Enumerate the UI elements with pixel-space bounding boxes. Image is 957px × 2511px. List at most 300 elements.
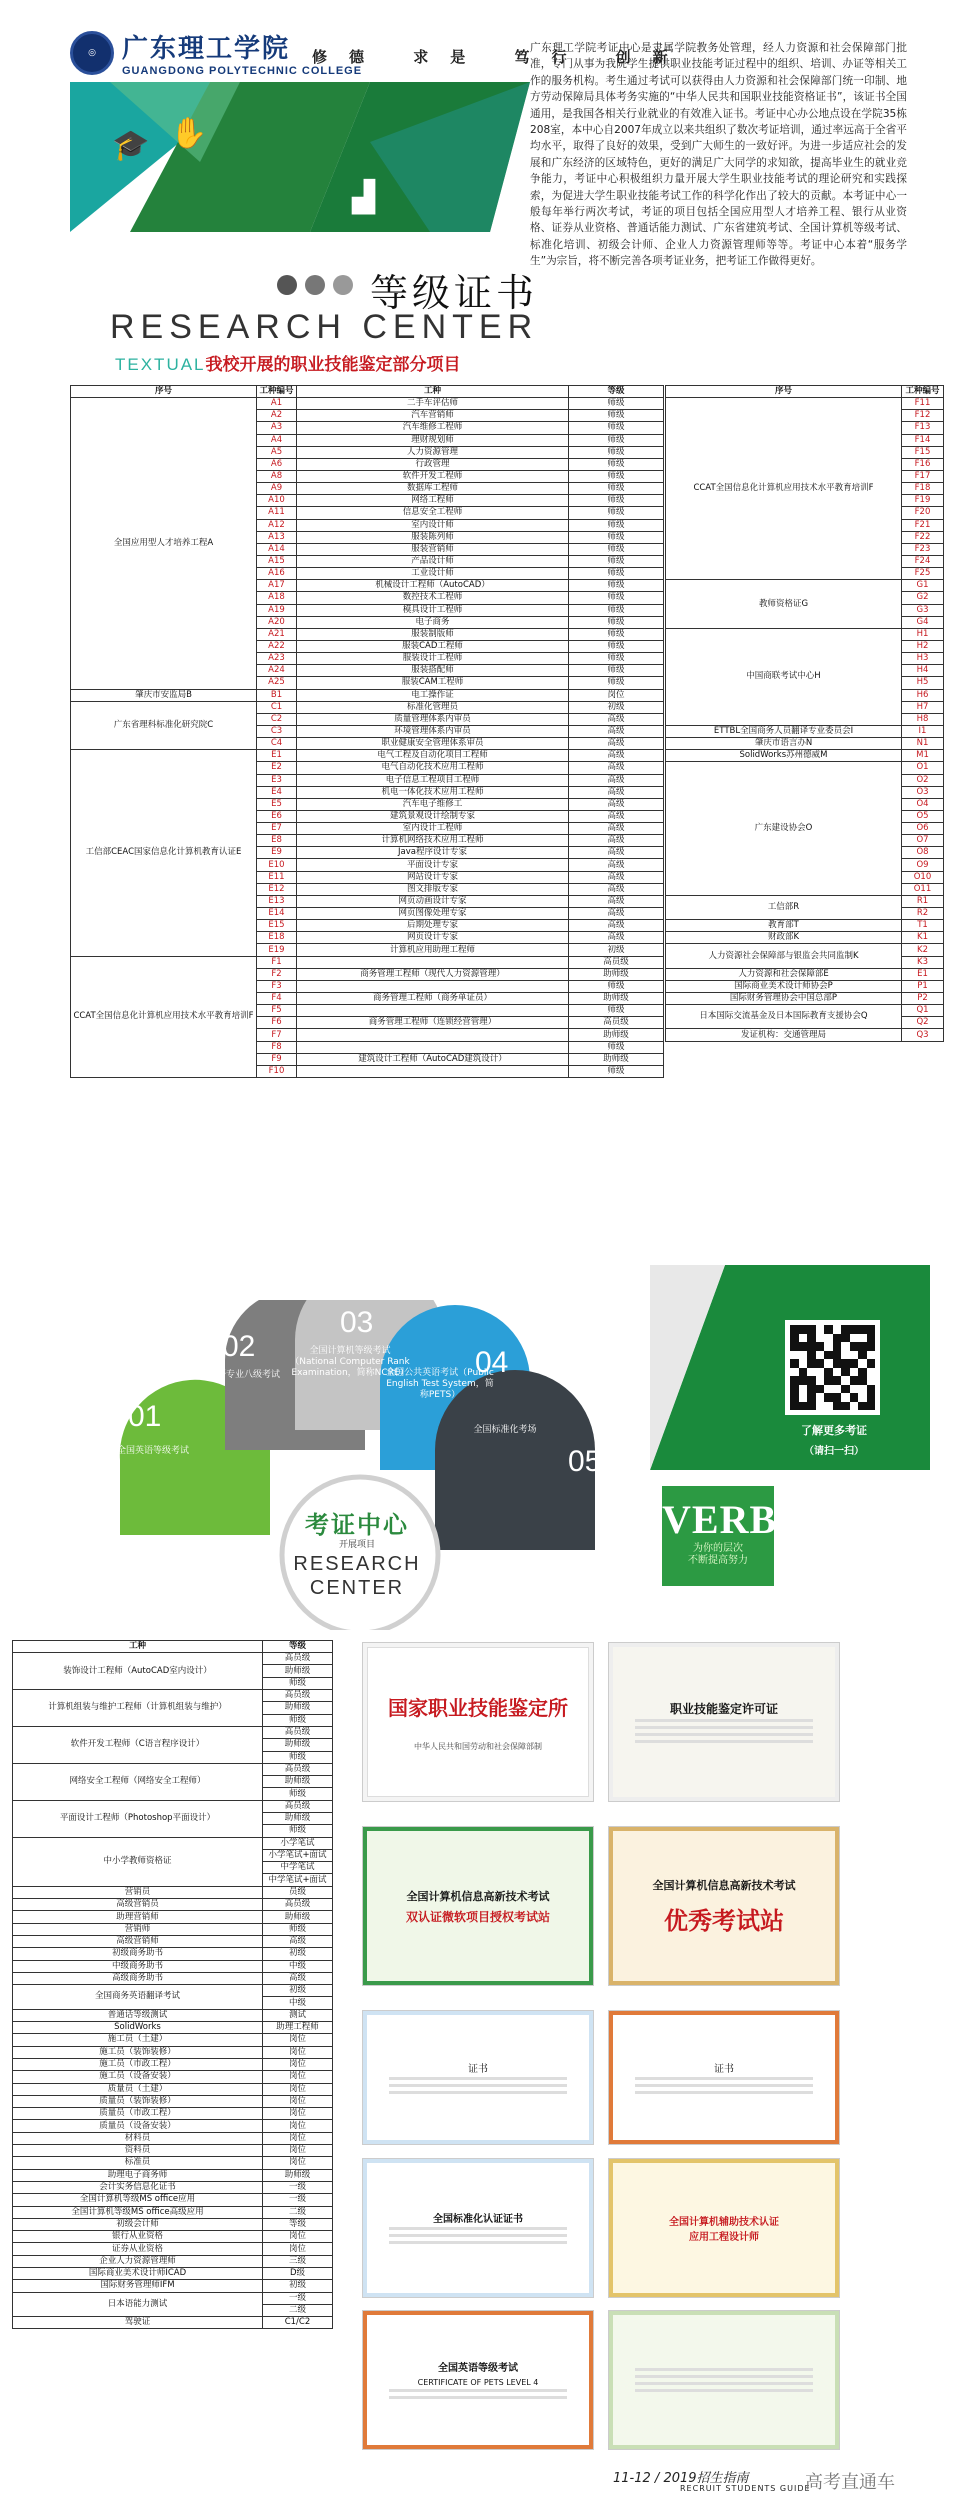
job-level: 初级 (569, 944, 664, 956)
skills-table-right (665, 385, 944, 1042)
footer-page: 11-12 / 2019招生指南 (613, 2471, 749, 2486)
col-header: 等级 (569, 386, 664, 398)
job-name: 质量员（土建） (13, 2083, 263, 2095)
job-level: 高级 (569, 895, 664, 907)
job-code: G1 (902, 580, 944, 592)
job-code: C4 (257, 738, 297, 750)
job-level: 师级 (569, 398, 664, 410)
job-code: H4 (902, 665, 944, 677)
table-row (13, 1985, 333, 1997)
job-level: 助师级 (263, 1911, 333, 1923)
job-code: F4 (257, 993, 297, 1005)
job-level: 一级 (263, 2181, 333, 2193)
job-name: 服装搭配师 (297, 665, 569, 677)
table-row (13, 2243, 333, 2255)
job-level: 中学笔试 (263, 1862, 333, 1874)
skills-table-left (70, 385, 664, 1078)
bubble-label: 全国英语等级考试 (116, 1446, 189, 1456)
group-name: 肇庆市安监局B (71, 689, 257, 701)
certificate-image: 全国英语等级考试 CERTIFICATE OF PETS LEVEL 4 (362, 2310, 594, 2450)
graduation-icon: 🎓 (112, 128, 150, 163)
job-level: 等级 (263, 2218, 333, 2230)
job-code: F21 (902, 519, 944, 531)
job-level: 高级 (569, 908, 664, 920)
job-name: 电工操作证 (297, 689, 569, 701)
job-code: O10 (902, 871, 944, 883)
job-level: 岗位 (263, 2243, 333, 2255)
table-row (666, 762, 944, 774)
job-code: O5 (902, 810, 944, 822)
job-name: 初级商务助书 (13, 1948, 263, 1960)
bubble-label: 全国计算机等级考试（National Computer Rank Examination，简称NCRE） (290, 1346, 410, 1378)
table-row (13, 1960, 333, 1972)
job-code: A12 (257, 519, 297, 531)
qr-code[interactable] (785, 1320, 880, 1415)
job-level: 岗位 (263, 2231, 333, 2243)
job-name: 产品设计师 (297, 555, 569, 567)
qr-caption: 了解更多考证 (801, 1424, 867, 1437)
table-row (13, 1935, 333, 1947)
job-level: 高级 (569, 847, 664, 859)
job-level: 岗位 (263, 2034, 333, 2046)
table-row (13, 2034, 333, 2046)
job-code: E9 (257, 847, 297, 859)
job-name: 高级营销师 (13, 1935, 263, 1947)
job-code: A15 (257, 555, 297, 567)
job-name: 中级商务助书 (13, 1960, 263, 1972)
job-code: F5 (257, 1005, 297, 1017)
job-code: F11 (902, 398, 944, 410)
table-row (13, 2181, 333, 2193)
job-level: 师级 (569, 446, 664, 458)
job-code: E1 (257, 750, 297, 762)
table-row (13, 2194, 333, 2206)
job-level: 师级 (569, 1065, 664, 1077)
center-title-en: RESEARCH CENTER (293, 1553, 421, 1599)
job-code: E5 (257, 798, 297, 810)
group-name: 教师资格证G (666, 580, 902, 629)
job-code: N1 (902, 738, 944, 750)
table-row (13, 1837, 333, 1849)
job-name (297, 1029, 569, 1041)
table-row (13, 1972, 333, 1984)
bubble-label: 全国公共英语考试（Public English Test System，简称PETS） (386, 1368, 494, 1400)
job-code: G2 (902, 592, 944, 604)
table-row (13, 2292, 333, 2304)
job-code: F24 (902, 555, 944, 567)
job-name: 质量员（装饰装修） (13, 2095, 263, 2107)
job-code: H5 (902, 677, 944, 689)
job-name: 平面设计工程师（Photoshop平面设计） (13, 1800, 263, 1837)
job-level: 高级 (569, 774, 664, 786)
job-name: 行政管理 (297, 458, 569, 470)
job-code: H7 (902, 701, 944, 713)
job-name (297, 956, 569, 968)
job-code: A5 (257, 446, 297, 458)
job-name: 信息安全工程师 (297, 507, 569, 519)
job-name: 机电一体化技术应用工程师 (297, 786, 569, 798)
job-level: 师级 (569, 628, 664, 640)
sub-title (115, 350, 461, 375)
job-name: 软件开发工程师 (297, 470, 569, 482)
job-level: 高级 (569, 859, 664, 871)
job-name: 全国商务英语翻译考试 (13, 1985, 263, 2010)
table-row (13, 1690, 333, 1702)
job-code: F12 (902, 410, 944, 422)
table-row (666, 725, 944, 737)
job-level: 师级 (569, 592, 664, 604)
job-level: 助师级 (263, 2169, 333, 2181)
table-row (13, 2157, 333, 2169)
table-row (13, 1899, 333, 1911)
job-name: 电子商务 (297, 616, 569, 628)
job-code: A23 (257, 653, 297, 665)
job-code: E10 (257, 859, 297, 871)
table-row (13, 1726, 333, 1738)
job-name: 图文排版专家 (297, 883, 569, 895)
job-code: E4 (257, 786, 297, 798)
job-name: 环境管理体系内审员 (297, 725, 569, 737)
certificate-image: 证书 (362, 2010, 594, 2145)
job-level: 中级 (263, 1997, 333, 2009)
job-code: E19 (257, 944, 297, 956)
table-row (13, 2108, 333, 2120)
job-level: 助师级 (263, 1702, 333, 1714)
job-level: 二级 (263, 2304, 333, 2316)
col-header: 工种 (297, 386, 569, 398)
job-name: 服装陈列师 (297, 531, 569, 543)
job-code: A10 (257, 495, 297, 507)
job-name: 质量管理体系内审员 (297, 713, 569, 725)
job-level: 师级 (569, 495, 664, 507)
table-row (13, 2046, 333, 2058)
job-level: 师级 (263, 1677, 333, 1689)
job-name: 室内设计工程师 (297, 823, 569, 835)
job-code: E8 (257, 835, 297, 847)
job-name: 商务管理工程师（现代人力资源管理） (297, 968, 569, 980)
bubble-number: 05 (568, 1445, 602, 1478)
job-level: 高员级 (263, 1726, 333, 1738)
job-name: 普通话等级测试 (13, 2009, 263, 2021)
job-level: 高级 (569, 932, 664, 944)
job-level: 高级 (569, 871, 664, 883)
job-level: 岗位 (263, 2108, 333, 2120)
job-code: E1 (902, 968, 944, 980)
job-code: H6 (902, 689, 944, 701)
job-code: E6 (257, 810, 297, 822)
job-code: H1 (902, 628, 944, 640)
job-code: A22 (257, 640, 297, 652)
table-row (13, 1911, 333, 1923)
job-name: 证券从业资格 (13, 2243, 263, 2255)
group-name: 国际商业美术设计师协会P (666, 980, 902, 992)
job-level: 师级 (569, 410, 664, 422)
certificate-image: 职业技能鉴定许可证 (608, 1642, 840, 1802)
job-name: 服装设计工程师 (297, 653, 569, 665)
bubble-number: 04 (475, 1346, 509, 1379)
job-name: 装饰设计工程师（AutoCAD室内设计） (13, 1653, 263, 1690)
job-level: D级 (263, 2267, 333, 2279)
table-row (666, 750, 944, 762)
table-row (71, 701, 664, 713)
job-name: 材料员 (13, 2132, 263, 2144)
job-level: 岗位 (263, 2095, 333, 2107)
job-level: 中级 (263, 1960, 333, 1972)
research-center-title: RESEARCH CENTER (110, 308, 539, 346)
job-level: 测试 (263, 2009, 333, 2021)
job-code: F10 (257, 1065, 297, 1077)
handshake-icon: ✋ (170, 116, 208, 151)
bubble-label: 全国标准化考场 (473, 1425, 537, 1435)
job-name: 银行从业资格 (13, 2231, 263, 2243)
job-level: 岗位 (263, 2157, 333, 2169)
job-code: F7 (257, 1029, 297, 1041)
table-row (13, 2169, 333, 2181)
table-row (666, 932, 944, 944)
table-row (666, 738, 944, 750)
bubble-label: 全国英语专业八级考试 (190, 1370, 281, 1380)
job-code: F16 (902, 458, 944, 470)
job-name: 标准员 (13, 2157, 263, 2169)
job-code: E13 (257, 895, 297, 907)
table-row (13, 1800, 333, 1812)
job-level: 师级 (569, 616, 664, 628)
footer-guide-en: RECRUIT STUDENTS GUIDE (680, 2484, 811, 2493)
group-name: 国际财务管理协会中国总部P (666, 993, 902, 1005)
job-level: 师级 (569, 677, 664, 689)
job-level: 高员级 (569, 1017, 664, 1029)
sub-title-cn: 我校开展的职业技能鉴定部分项目 (205, 355, 461, 375)
job-level: 三级 (263, 2255, 333, 2267)
table-row (13, 2120, 333, 2132)
col-header: 等级 (263, 1641, 333, 1653)
job-level: 助师级 (569, 993, 664, 1005)
job-code: E3 (257, 774, 297, 786)
job-level: 高级 (569, 713, 664, 725)
group-name: SolidWorks苏州德威M (666, 750, 902, 762)
table-row (13, 2058, 333, 2070)
job-code: C2 (257, 713, 297, 725)
bubble-number: 03 (340, 1306, 374, 1339)
group-name: 财政部K (666, 932, 902, 944)
job-name: 国际财务管理师IFM (13, 2280, 263, 2292)
table-row (666, 580, 944, 592)
job-name: 服装CAM工程师 (297, 677, 569, 689)
table-row (13, 1948, 333, 1960)
job-level: 师级 (263, 1751, 333, 1763)
job-level: 师级 (569, 580, 664, 592)
job-name: 职业健康安全管理体系审员 (297, 738, 569, 750)
job-name: 计算机应用助理工程师 (297, 944, 569, 956)
table-row (13, 2095, 333, 2107)
school-emblem-icon: ◎ (70, 31, 114, 75)
job-level: 高员级 (263, 1690, 333, 1702)
group-name: 日本国际交流基金及日本国际教育支援协会Q (666, 1005, 902, 1029)
job-name: 标准化管理员 (297, 701, 569, 713)
job-code: A9 (257, 483, 297, 495)
sub-title-en: TEXTUAL (115, 355, 206, 374)
job-level: 助师级 (263, 1813, 333, 1825)
job-name: 数控技术工程师 (297, 592, 569, 604)
job-code: F9 (257, 1053, 297, 1065)
job-name: 模具设计工程师 (297, 604, 569, 616)
group-name: 全国应用型人才培养工程A (71, 398, 257, 689)
job-code: E18 (257, 932, 297, 944)
job-code: O9 (902, 859, 944, 871)
job-name: 电气自动化技术应用工程师 (297, 762, 569, 774)
table-row (666, 398, 944, 410)
table-row (13, 1923, 333, 1935)
job-name: 高级商务助书 (13, 1972, 263, 1984)
job-level: 助师级 (569, 1053, 664, 1065)
job-level: 师级 (569, 665, 664, 677)
job-level: 师级 (569, 980, 664, 992)
job-code: A17 (257, 580, 297, 592)
job-name: 营销员 (13, 1886, 263, 1898)
job-name: SolidWorks (13, 2022, 263, 2034)
certificate-image: 全国计算机信息高新技术考试 优秀考试站 (608, 1826, 840, 1986)
certificate-image: 全国标准化认证证书 (362, 2158, 594, 2298)
job-name: 施工员（市政工程） (13, 2058, 263, 2070)
job-code: K2 (902, 944, 944, 956)
center-subtitle: 开展项目 (338, 1540, 375, 1550)
job-level: 师级 (569, 531, 664, 543)
cert-title: 等级证书 (370, 271, 539, 315)
job-code: K3 (902, 956, 944, 968)
table-row (666, 1029, 944, 1041)
job-code: A24 (257, 665, 297, 677)
job-level: 高员级 (569, 956, 664, 968)
table-row (666, 980, 944, 992)
job-name: 计算机网络技术应用工程师 (297, 835, 569, 847)
job-code: A2 (257, 410, 297, 422)
job-level: 师级 (569, 604, 664, 616)
job-name: 软件开发工程师（C语言程序设计） (13, 1726, 263, 1763)
job-name: 理财规划师 (297, 434, 569, 446)
group-name: CCAT全国信息化计算机应用技术水平教育培训F (71, 956, 257, 1077)
job-level: 高员级 (263, 1763, 333, 1775)
certificate-image: 证书 (608, 2010, 840, 2145)
table-row (13, 1886, 333, 1898)
job-level: 二级 (263, 2206, 333, 2218)
job-level: 员级 (263, 1886, 333, 1898)
job-level: 岗位 (569, 689, 664, 701)
job-name: 初级会计师 (13, 2218, 263, 2230)
table-row (13, 2280, 333, 2292)
job-code: F13 (902, 422, 944, 434)
job-code: C1 (257, 701, 297, 713)
job-name (297, 980, 569, 992)
job-level: 师级 (569, 422, 664, 434)
job-level: 师级 (263, 1923, 333, 1935)
table-row (13, 2132, 333, 2144)
job-name: 服装CAD工程师 (297, 640, 569, 652)
job-code: A11 (257, 507, 297, 519)
job-code: E14 (257, 908, 297, 920)
job-level: 师级 (569, 519, 664, 531)
group-name: 发证机构：交通管理局 (666, 1029, 902, 1041)
col-header: 序号 (666, 386, 902, 398)
certificate-image: 全国计算机信息高新技术考试 双认证微软项目授权考试站 (362, 1826, 594, 1986)
job-name: 平面设计专家 (297, 859, 569, 871)
job-level: 助师级 (263, 1739, 333, 1751)
job-code: A18 (257, 592, 297, 604)
table-row (13, 2231, 333, 2243)
group-name: 人力资源和社会保障部E (666, 968, 902, 980)
job-name: 日本语能力测试 (13, 2292, 263, 2317)
job-code: K1 (902, 932, 944, 944)
job-code: Q1 (902, 1005, 944, 1017)
table-row (13, 2218, 333, 2230)
job-level: 岗位 (263, 2132, 333, 2144)
col-header: 工种编号 (902, 386, 944, 398)
job-name: 电子信息工程项目工程师 (297, 774, 569, 786)
school-name-en: GUANGDONG POLYTECHNIC COLLEGE (122, 65, 363, 77)
job-name: 计算机组装与维护工程师（计算机组装与维护） (13, 1690, 263, 1727)
job-level: 助师级 (263, 1665, 333, 1677)
job-name: 服装制版师 (297, 628, 569, 640)
job-level: 助师级 (569, 1029, 664, 1041)
job-level: 高级 (569, 835, 664, 847)
job-level: 师级 (263, 1714, 333, 1726)
job-name: 助理营销师 (13, 1911, 263, 1923)
skills-table-bottom (12, 1640, 333, 2329)
job-level: 师级 (569, 1005, 664, 1017)
job-code: F14 (902, 434, 944, 446)
table-row (666, 628, 944, 640)
job-code: B1 (257, 689, 297, 701)
job-level: 岗位 (263, 2058, 333, 2070)
job-level: 师级 (569, 555, 664, 567)
job-level: 一级 (263, 2292, 333, 2304)
job-code: F3 (257, 980, 297, 992)
job-name: 网页图像处理专家 (297, 908, 569, 920)
group-name: CCAT全国信息化计算机应用技术水平教育培训F (666, 398, 902, 580)
job-name: 驾驶证 (13, 2317, 263, 2329)
job-name: 全国计算机等级MS office高级应用 (13, 2206, 263, 2218)
job-code: H3 (902, 653, 944, 665)
job-level: 师级 (569, 653, 664, 665)
table-row (666, 895, 944, 907)
job-code: F2 (257, 968, 297, 980)
col-header: 序号 (71, 386, 257, 398)
job-level: 高级 (263, 1972, 333, 1984)
job-level: 师级 (569, 568, 664, 580)
job-name: 建筑景观设计绘制专家 (297, 810, 569, 822)
job-name: 服装营销师 (297, 543, 569, 555)
verb-logo-text: VERB (662, 1497, 778, 1542)
job-code: A20 (257, 616, 297, 628)
job-code: E11 (257, 871, 297, 883)
job-name: Java程序设计专家 (297, 847, 569, 859)
job-name: 国际商业美术设计师ICAD (13, 2267, 263, 2279)
table-row (13, 2317, 333, 2329)
job-name: 二手车评估师 (297, 398, 569, 410)
job-code: A6 (257, 458, 297, 470)
job-level: 师级 (569, 640, 664, 652)
verb-logo: VERB 为你的层次 不断提高努力 (662, 1486, 774, 1586)
job-code: H2 (902, 640, 944, 652)
table-row (666, 968, 944, 980)
job-code: F19 (902, 495, 944, 507)
job-code: E15 (257, 920, 297, 932)
job-level: 高级 (569, 786, 664, 798)
job-level: 高级 (263, 1935, 333, 1947)
group-name: 广东建设协会O (666, 762, 902, 896)
group-name: 人力资源社会保障部与银监会共同监制K (666, 944, 902, 968)
job-level: 岗位 (263, 2083, 333, 2095)
job-code: O6 (902, 823, 944, 835)
